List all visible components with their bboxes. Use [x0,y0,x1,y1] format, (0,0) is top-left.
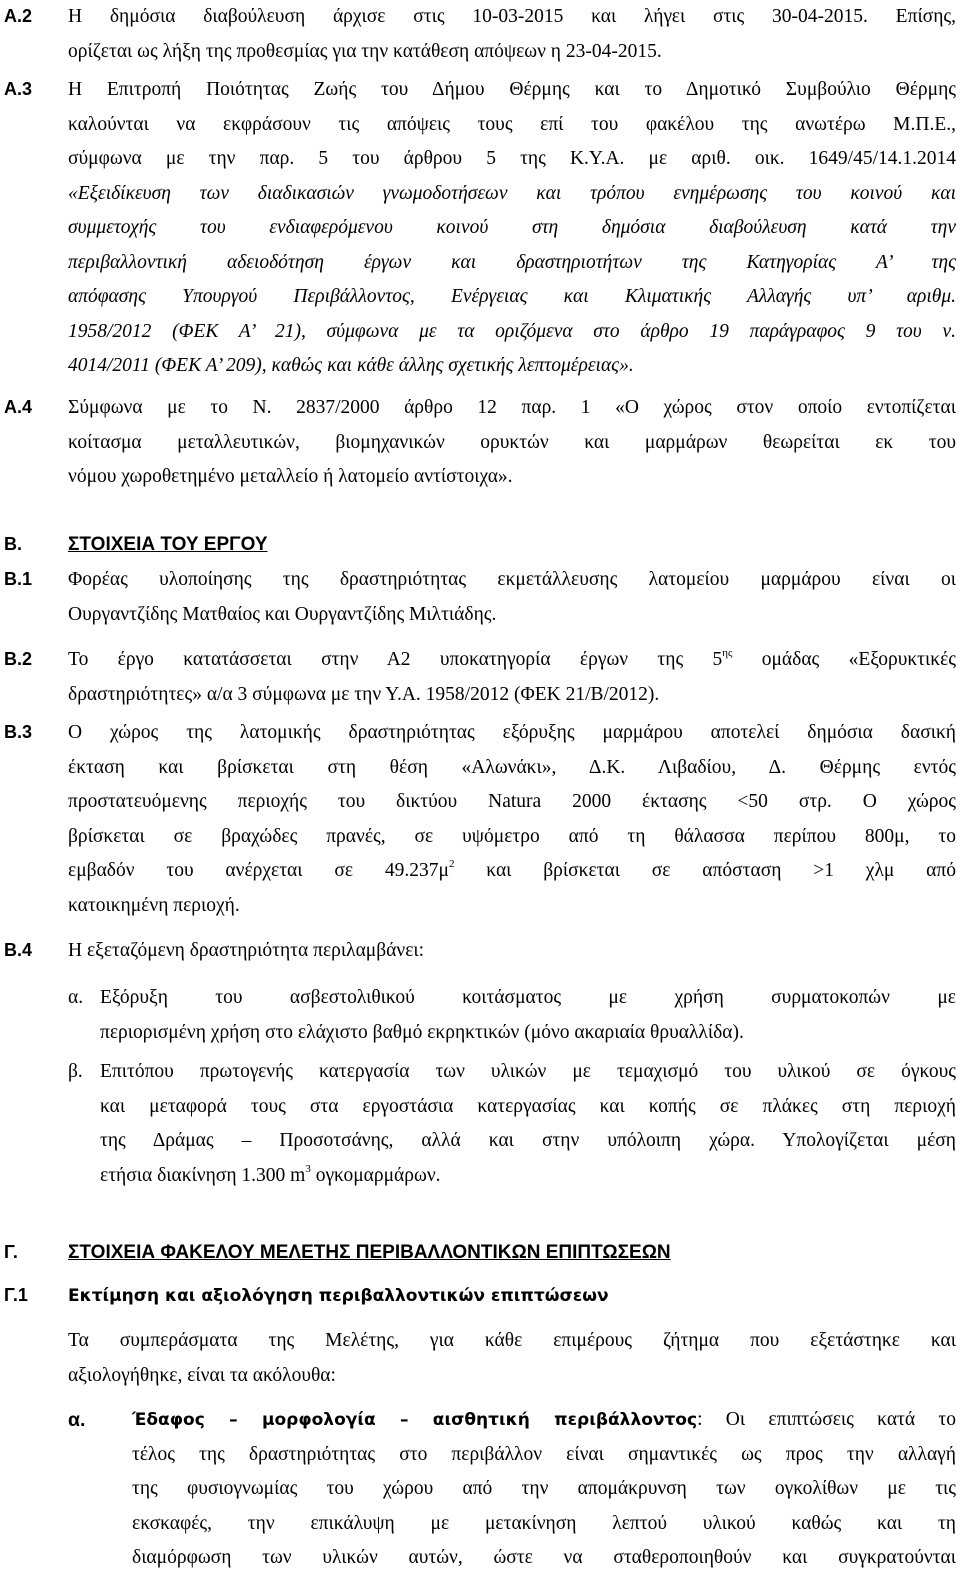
paragraph-line: εμβαδόν του ανέρχεται σε $49.237\mu^2$ και βρίσκεται σε απόσταση >1 χλμ από [68,858,956,881]
paragraph-line: Η εξεταζόμενη δραστηριότητα περιλαμβάνει: [68,940,425,961]
section-number: Β.2 [4,649,33,669]
paragraph-line: Φορέας υλοποίησης της δραστηριότητας εκμετάλλευσης λατομείου μαρμάρου είναι οι [68,569,956,590]
paragraph-line: εκσκαφές, την επικάλυψη με μετακίνηση λεπτού υλικού καθώς και τη [132,1512,956,1534]
section-heading: ΣΤΟΙΧΕΙΑ ΤΟΥ ΕΡΓΟΥ [68,534,268,555]
section-number: Γ.1 [4,1285,28,1305]
paragraph-line: ορίζεται ως λήξη της προθεσμίας για την κατάθεση απόψεων η 23-04-2015. [68,40,662,62]
paragraph-line: Σύμφωνα με το Ν. 2837/2000 άρθρο 12 παρ. 1 «Ο χώρος στον οποίο εντοπίζεται [68,397,956,418]
paragraph-line: Τα συμπεράσματα της Μελέτης, για κάθε επιμέρους ζήτημα που εξετάστηκε και [68,1330,956,1351]
paragraph-line: έκταση και βρίσκεται στη θέση «Αλωνάκι», Δ.Κ. Λιβαδίου, Δ. Θέρμης εντός [68,756,956,778]
paragraph-line: νόμου χωροθετημένο μεταλλείο ή λατομείο αντίστοιχα». [68,466,513,487]
list-label: α. [68,1409,86,1431]
paragraph-line: σύμφωνα με την παρ. 5 του άρθρου 5 της Κ.Υ.Α. με αριθ. οικ. 1649/45/14.1.2014 [68,148,956,169]
paragraph-line: και μεταφορά τους στα εργοστάσια κατεργασίας και κοπής σε πλάκες στη περιοχή [100,1095,956,1117]
paragraph-line: Ουργαντζίδης Ματθαίος και Ουργαντζίδης Μιλτιάδης. [68,603,497,625]
paragraph-line: δραστηριότητες» α/α 3 σύμφωνα με την Υ.Α. 1958/2012 (ΦΕΚ 21/Β/2012). [68,683,660,705]
section-number: Β. [4,534,22,554]
paragraph-line: Επιτόπου πρωτογενής κατεργασία των υλικών με τεμαχισμό του υλικού σε όγκους [100,1061,956,1082]
quote-line: απόφασης Υπουργού Περιβάλλοντος, Ενέργειας και Κλιματικής Αλλαγής υπ’ αριθμ. [68,286,956,307]
paragraph-line: της φυσιογνωμίας του χώρου από την απομάκρυνση των ογκολίθων με τις [132,1478,956,1499]
paragraph-line: Εξόρυξη του ασβεστολιθικού κοιτάσματος με χρήση συρματοκοπών με [100,987,956,1008]
paragraph-line: της Δράμας – Προσοτσάνης, αλλά και στην υπόλοιπη χώρα. Υπολογίζεται μέση [100,1130,956,1151]
quote-line: περιβαλλοντική αδειοδότηση έργων και δραστηριοτήτων της Κατηγορίας Α’ της [68,251,956,273]
section-number: Γ. [4,1242,18,1262]
paragraph-line: βρίσκεται σε βραχώδες πρανές, σε υψόμετρο από τη θάλασσα περίπου 800μ, το [68,825,956,847]
paragraph-line: τέλος της δραστηριότητας στο περιβάλλον είναι σημαντικές ως προς την αλλαγή [132,1443,956,1465]
list-item [132,1403,956,1576]
list-label: β. [68,1061,83,1082]
paragraph-line: καλούνται να εκφράσουν τις απόψεις τους επί του φακέλου της ανωτέρω Μ.Π.Ε., [68,113,956,135]
paragraph-line: κοίτασμα μεταλλευτικών, βιομηχανικών ορυκτών και μαρμάρων θεωρείται εκ του [68,431,956,453]
section-number: Α.2 [4,6,33,26]
paragraph-line: προστατευόμενης περιοχής του δικτύου Natura 2000 έκτασης <50 στρ. Ο χώρος [68,791,956,812]
list-item [100,981,956,1050]
quote-line: συμμετοχής του ενδιαφερόμενου κοινού στη δημόσια διαβούλευση κατά την [68,217,956,238]
section-number: Β.3 [4,722,33,742]
quote-line: 1958/2012 (ΦΕΚ Α’ 21), σύμφωνα με τα οριζόμενα στο άρθρο 19 παράγραφος 9 του ν. [68,320,956,342]
paragraph-line: περιορισμένη χρήση στο ελάχιστο βαθμό εκρηκτικών (μόνο ακαριαία θρυαλλίδα). [100,1021,744,1043]
quote-line: 4014/2011 (ΦΕΚ Α’ 209), καθώς και κάθε άλλης σχετικής λεπτομέρειας». [68,355,634,376]
paragraph-line: κατοικημένη περιοχή. [68,894,240,916]
quote-line: «Εξειδίκευση των διαδικασιών γνωμοδοτήσεων και τρόπου ενημέρωσης του κοινού και [68,182,956,204]
section-number: Β.4 [4,940,33,960]
paragraph-line: αξιολογήθηκε, είναι τα ακόλουθα: [68,1364,336,1386]
list-label: α. [68,987,84,1008]
section-number: Β.1 [4,569,33,589]
paragraph-line: Έδαφος – μορφολογία – αισθητική περιβάλλοντος: Οι επιπτώσεις κατά το [132,1409,956,1430]
section-number: Α.4 [4,397,33,417]
paragraph-line: Η Επιτροπή Ποιότητας Ζωής του Δήμου Θέρμης και το Δημοτικό Συμβούλιο Θέρμης [68,79,956,100]
paragraph-line: ετήσια διακίνηση 1.300 $m^3$ ογκομαρμάρων. [100,1162,441,1186]
list-item [100,1055,956,1193]
subsection-title: Εκτίμηση και αξιολόγηση περιβαλλοντικών επιπτώσεων [68,1286,609,1306]
paragraph-line: διαμόρφωση των υλικών αυτών, ώστε να σταθεροποιηθούν και συγκρατούνται [132,1547,956,1568]
paragraph-line: Η δημόσια διαβούλευση άρχισε στις 10-03-2015 και λήγει στις 30-04-2015. Επίσης, [68,6,956,27]
paragraph-line: Ο χώρος της λατομικής δραστηριότητας εξόρυξης μαρμάρου αποτελεί δημόσια δασική [68,722,956,743]
section-heading: ΣΤΟΙΧΕΙΑ ΦΑΚΕΛΟΥ ΜΕΛΕΤΗΣ ΠΕΡΙΒΑΛΛΟΝΤΙΚΩΝ ΕΠΙΠΤΩΣΕΩΝ [68,1242,671,1263]
section-number: Α.3 [4,79,33,99]
paragraph-line: Το έργο κατατάσσεται στην Α2 υποκατηγορία έργων της $5^{\eta\varsigma}$ ομάδας «Εξορυκτικές [68,647,956,670]
